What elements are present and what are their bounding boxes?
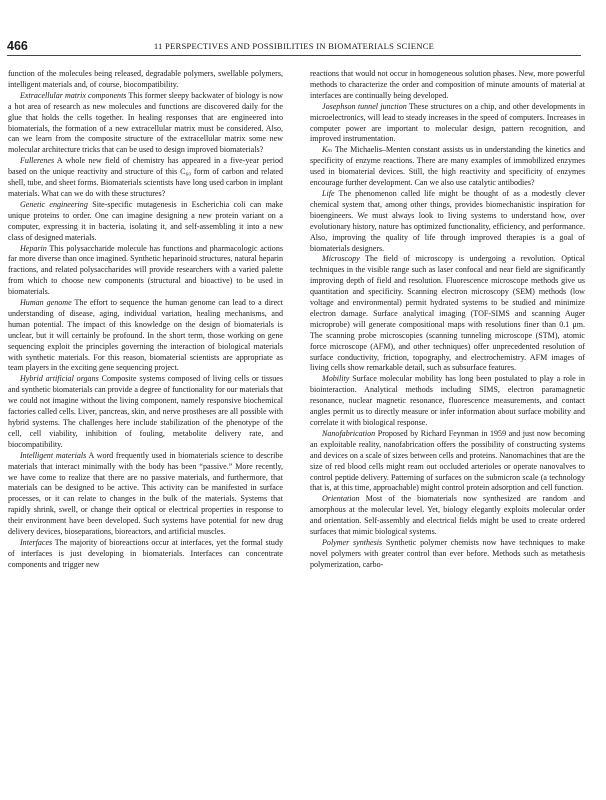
paragraph-term: Interfaces (20, 537, 53, 547)
paragraph-text: Most of the biomaterials now synthesized are random and amorphous at the molecular level. Yet, biology elegantly exploits molecular order and orientation. Self-assembly and electrical fields might be used to create ordered surfaces that mimic biological systems. (310, 494, 586, 537)
paragraph-text: This polysaccharide molecule has functions and pharmacologic actions far more diverse than once imagined. Synthetic heparinoid structures, natural heparin fractions, and related polysaccharides will provide researchers with a varied palette from which to choose new components (structural and bioactive) to be used in biomaterials. (8, 243, 283, 297)
paragraph-text: Proposed by Richard Feynman in 1959 and just now becoming an exploitable reality, nanofabrication offers the possibility of constructing systems and devices on a scale of sizes between cells and proteins. Nanomachines that are the size of red blood cells might ream out occluded arterioles or operate nanovalves to control peptide delivery. Patterning of surfaces on the submicron scale (a technology that is, at this time, approachable) might control protein adsorption and cell function. (310, 428, 586, 493)
paragraph (8, 69, 283, 91)
paragraph-term: Josephson tunnel junction (322, 101, 407, 111)
header-rule (7, 55, 581, 56)
paragraph-text: The phenomenon called life might be thought of as a modestly clever chemical system that, among other things, provides biomechanistic inspiration for bioengineers. We must always look to living systems to understand how, over evolutionary history, nature has optimized functionality, efficiency, and performance. Also, improving the quality of life through improved therapies is a goal of biomaterials designers. (310, 188, 585, 253)
paragraph-term: Fullerenes (20, 156, 55, 166)
paragraph (310, 69, 585, 102)
paragraph (8, 200, 283, 244)
paragraph-text: The field of microscopy is undergoing a revolution. Optical techniques in the visible range such as laser confocal and near field are significantly improving depth of field and resolution. Fluorescence microscope methods give us quantitation and specificity. Scanning electron microscopy (SEM) methods (low voltage and environmental) permit hydrated systems to be studied and minimize electron damage. Surface analytical imaging (TOF-SIMS and scanning Auger microprobe) will generate compositional maps with resolutions finer than 0.1 μm. The scanning probe microscopies (scanning tunneling microscope (STM), atomic force microscope (AFM), and other techniques) offer unprecedented resolution of surface conductivity, friction, topography, and electrochemistry. AFM images of living cells show remarkable detail, such as subsurface features. (310, 254, 585, 373)
paragraph-term: Extracellular matrix components (20, 90, 127, 100)
paragraph-term: Life (322, 188, 335, 198)
paragraph-text: This former sleepy backwater of biology is now a hot area of research as new molecules and functions are discovered daily for the glue that holds the cells together. In healing responses that are engineered into biomaterials, the formation of a new extracellular matrix must be considered. Also, can we learn from the composite structure of the extracellular matrix some new molecular architecture tricks that can be used to design improved biomaterials? (8, 90, 283, 155)
paragraph (310, 145, 585, 189)
paragraph (8, 298, 283, 374)
paragraph-term: Polymer synthesis (322, 537, 383, 547)
paragraph-text: A word frequently used in biomaterials science to describe materials that interact minimally with the body has been “passive.” More recently, we have come to realize that there are no passive materials, and furthermore, that materials can be designed to be active. This activity can be manifested in surface processes, or it can relate to changes in the bulk of the materials. Systems that rapidly shrink, swell, or change their optical or electrical properties in response to their environment have been developed. Such systems have potential for new drug delivery devices, bioseparations, bioreactors, and artificial muscles. (8, 450, 283, 537)
paragraph-text: The effort to sequence the human genome can lead to a direct understanding of disease, aging, individual variation, healing mechanisms, and human potential. The impact of this knowledge on the design of biomaterials is unclear, but it will certainly be profound. In the short term, those working on gene sequencing exploit the principles governing the interaction of biological materials with synthetic materials. For this reason, biomaterial scientists are appropriate as team players in the exciting gene sequencing project. (8, 298, 283, 373)
paragraph (8, 91, 283, 156)
paragraph-term: Hybrid artificial organs (20, 374, 99, 384)
paragraph (310, 189, 585, 254)
paragraph-text: Surface molecular mobility has long been postulated to play a role in biointeraction. Analytical methods including SIMS, electron paramagnetic resonance, nuclear magnetic resonance, fluorescence measurements, and contact angles permit us to directly measure or infer information about surface mobility and correlate it with biological response. (310, 374, 585, 427)
page-header (7, 38, 581, 54)
paragraph-text: A whole new field of chemistry has appeared in a five-year period based on the unique reactivity and structure of this C₆₀ form of carbon and related shell, tube, and sheet forms. Biomaterials scientists have long used carbon in implant materials. What can we do with these structures? (8, 156, 283, 198)
paragraph-text: Site-specific mutagenesis in Escherichia coli can make unique proteins to order. One can imagine designing a new protein variant on a computer, expressing it in bacteria, isolating it, and self-assembling it into a new class of designed materials. (8, 199, 283, 242)
paragraph (8, 374, 283, 450)
right-column (310, 69, 585, 571)
paragraph-text: Synthetic polymer chemists now have techniques to make novel polymers with greater control than ever before. Methods such as metathesis polymerization, carbo- (310, 537, 585, 569)
paragraph (310, 429, 585, 494)
paragraph-text: The majority of bioreactions occur at interfaces, yet the formal study of interfaces is just developing in biomaterials. Interfaces can concentrate components and trigger new (8, 537, 283, 569)
paragraph-term: Nanofabrication (322, 428, 376, 438)
paragraph-term: Orientation (322, 494, 360, 504)
paragraph-text: Composite systems composed of living cells or tissues and synthetic biomaterials can provide a degree of functionality for our materials that we could not imagine without the living component, namely responsive biochemical factories called cells. Liver, pancreas, skin, and nerve prostheses are all possible with hybrid systems. The challenges here include stabilization of the phenotype of the cell, cell viability, inhibition of fouling, metabolite delivery rate, and biocompatibility. (8, 374, 283, 449)
paragraph (8, 451, 283, 538)
paragraph (310, 538, 585, 571)
paragraph-text: The Michaelis–Menten constant assists us in understanding the kinetics and specificity of enzyme reactions. There are many examples of immobilized enzymes used in biomaterial devices. Still, the high reactivity and specificity of enzymes encourage further development. Can we also use catalytic antibodies? (310, 145, 585, 188)
paragraph-term: Kₘ (322, 145, 333, 155)
paragraph-term: Human genome (20, 298, 72, 308)
paragraph (8, 244, 283, 299)
paragraph-term: Microscopy (322, 254, 360, 264)
running-head: 11 PERSPECTIVES AND POSSIBILITIES IN BIOMATERIALS SCIENCE (153, 41, 435, 51)
left-column (8, 69, 283, 571)
paragraph (310, 374, 585, 429)
paragraph-term: Intelligent materials (20, 450, 87, 460)
page-number: 466 (7, 39, 28, 53)
paragraph-text: function of the molecules being released, degradable polymers, swellable polymers, intelligent materials and, of course, biocompatibility. (8, 69, 283, 89)
paragraph-text: reactions that would not occur in homogeneous solution phases. New, more powerful methods to characterize the order and composition of minute amounts of material at interfaces are continually being developed. (310, 69, 585, 100)
paragraph (8, 156, 283, 200)
paragraph (310, 102, 585, 146)
paragraph-term: Mobility (322, 374, 350, 384)
paragraph-text: These structures on a chip, and other developments in microelectronics, will lead to steady increases in the speed of computers. Increases in computer power are important to molecular design, pattern recognition, and improved instrumentation. (310, 101, 585, 144)
paragraph (8, 538, 283, 571)
paragraph-term: Genetic engineering (20, 199, 88, 209)
paragraph (310, 494, 585, 538)
paragraph (310, 254, 585, 374)
paragraph-term: Heparin (20, 243, 47, 253)
